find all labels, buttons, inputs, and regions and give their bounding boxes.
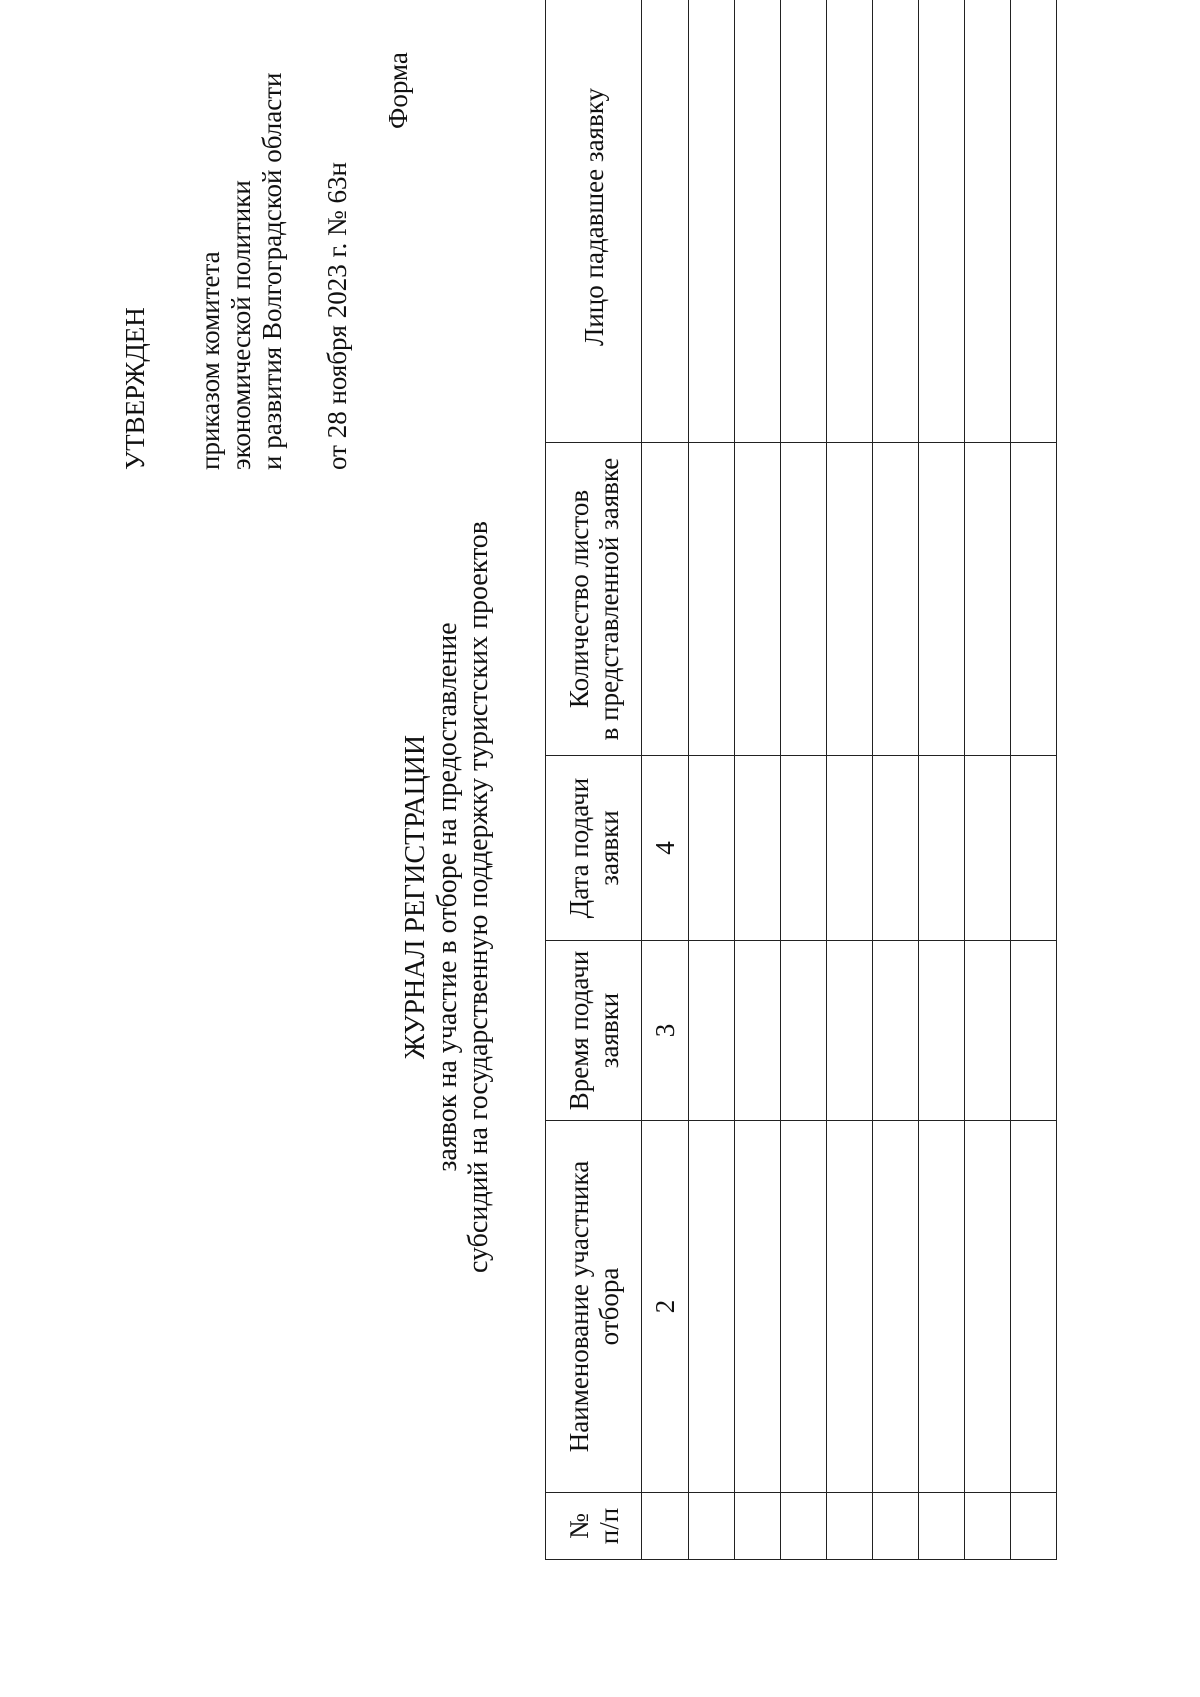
journal-subtitle-2: субсидий на государственную поддержку туристских проектов: [463, 520, 494, 1274]
table-cell[interactable]: [735, 443, 781, 756]
approval-date: от 28 ноября 2023 г. № 63н: [322, 162, 352, 470]
table-cell[interactable]: [919, 941, 965, 1121]
table-cell[interactable]: [1011, 0, 1057, 443]
table-row: [781, 0, 827, 1560]
table-cell[interactable]: [965, 0, 1011, 443]
table-cell[interactable]: [781, 1493, 827, 1560]
header-time-line1: Время подачи: [563, 950, 594, 1111]
table-cell[interactable]: [689, 443, 735, 756]
table-cell[interactable]: [735, 941, 781, 1121]
header-number: [546, 1493, 642, 1560]
header-date-line2: заявки: [593, 810, 624, 886]
table-cell[interactable]: [735, 756, 781, 941]
table-cell[interactable]: [919, 1493, 965, 1560]
table-cell[interactable]: [1011, 1121, 1057, 1493]
header-number-line2: п/п: [593, 1507, 624, 1545]
table-cell[interactable]: [827, 756, 873, 941]
table-cell[interactable]: [689, 941, 735, 1121]
table-cell[interactable]: [965, 1121, 1011, 1493]
table-cell[interactable]: [781, 443, 827, 756]
table-cell[interactable]: [873, 941, 919, 1121]
table-cell[interactable]: [965, 941, 1011, 1121]
column-number-cell: 4: [642, 756, 689, 941]
header-date-line1: Дата подачи: [563, 777, 594, 919]
header-submitter: Лицо падавшее заявку: [546, 0, 642, 443]
table-cell[interactable]: [827, 1493, 873, 1560]
table-cell[interactable]: [965, 1493, 1011, 1560]
table-row: [919, 0, 965, 1560]
registration-table: [545, 0, 1057, 1560]
table-cell[interactable]: [1011, 1493, 1057, 1560]
table-cell[interactable]: [827, 443, 873, 756]
header-sheets-line2: в представленной заявке: [593, 457, 624, 741]
table-cell[interactable]: [781, 756, 827, 941]
table-cell[interactable]: [827, 941, 873, 1121]
column-number-cell: [642, 1493, 689, 1560]
header-date: [546, 756, 642, 941]
table-row: [827, 0, 873, 1560]
table-cell[interactable]: [919, 1121, 965, 1493]
table-cell[interactable]: [873, 1121, 919, 1493]
header-participant: [546, 1121, 642, 1493]
journal-title: ЖУРНАЛ РЕГИСТРАЦИИ: [400, 734, 431, 1060]
table-cell[interactable]: [827, 0, 873, 443]
header-sheets-line1: Количество листов: [563, 489, 594, 709]
table-cell[interactable]: [735, 1121, 781, 1493]
column-number-cell: [642, 0, 689, 443]
table-cell[interactable]: [735, 0, 781, 443]
table-cell[interactable]: [873, 1493, 919, 1560]
header-participant-line1: Наименование участника: [563, 1160, 594, 1453]
table-cell[interactable]: [1011, 941, 1057, 1121]
table-cell[interactable]: [1011, 443, 1057, 756]
approval-line-3: и развития Волгоградской области: [257, 72, 287, 470]
table-cell[interactable]: [781, 941, 827, 1121]
table-cell[interactable]: [735, 1493, 781, 1560]
table-cell[interactable]: [965, 756, 1011, 941]
header-time: [546, 941, 642, 1121]
table-cell[interactable]: [689, 1493, 735, 1560]
header-number-line1: №: [563, 1513, 594, 1539]
header-sheets: [546, 443, 642, 756]
table-row: [735, 0, 781, 1560]
table-cell[interactable]: [689, 0, 735, 443]
table-row: [965, 0, 1011, 1560]
table-cell[interactable]: [781, 1121, 827, 1493]
column-number-cell: 3: [642, 941, 689, 1121]
approval-title: УТВЕРЖДЕН: [120, 307, 150, 470]
table-cell[interactable]: [689, 756, 735, 941]
table-cell[interactable]: [781, 0, 827, 443]
table-cell[interactable]: [689, 1121, 735, 1493]
column-number-cell: 2: [642, 1121, 689, 1493]
table-row: [1011, 0, 1057, 1560]
journal-subtitle-1: заявок на участие в отборе на предоставление: [432, 622, 463, 1172]
approval-line-2: экономической политики: [226, 180, 256, 470]
table-cell[interactable]: [827, 1121, 873, 1493]
table-cell[interactable]: [873, 443, 919, 756]
table-row: [689, 0, 735, 1560]
table-cell[interactable]: [1011, 756, 1057, 941]
header-participant-line2: отбора: [593, 1267, 624, 1346]
table-row: [873, 0, 919, 1560]
table-cell[interactable]: [919, 756, 965, 941]
table-cell[interactable]: [919, 0, 965, 443]
header-row: [546, 0, 642, 1560]
table-cell[interactable]: [873, 756, 919, 941]
header-time-line2: заявки: [593, 992, 624, 1069]
table-cell[interactable]: [965, 443, 1011, 756]
table-cell[interactable]: [873, 0, 919, 443]
column-number-row: [642, 0, 689, 1560]
approval-block: [120, 30, 353, 470]
form-label: Форма: [383, 52, 413, 129]
column-number-cell: [642, 443, 689, 756]
approval-line-1: приказом комитета: [195, 251, 225, 470]
table-cell[interactable]: [919, 443, 965, 756]
approval-body: [195, 30, 288, 470]
